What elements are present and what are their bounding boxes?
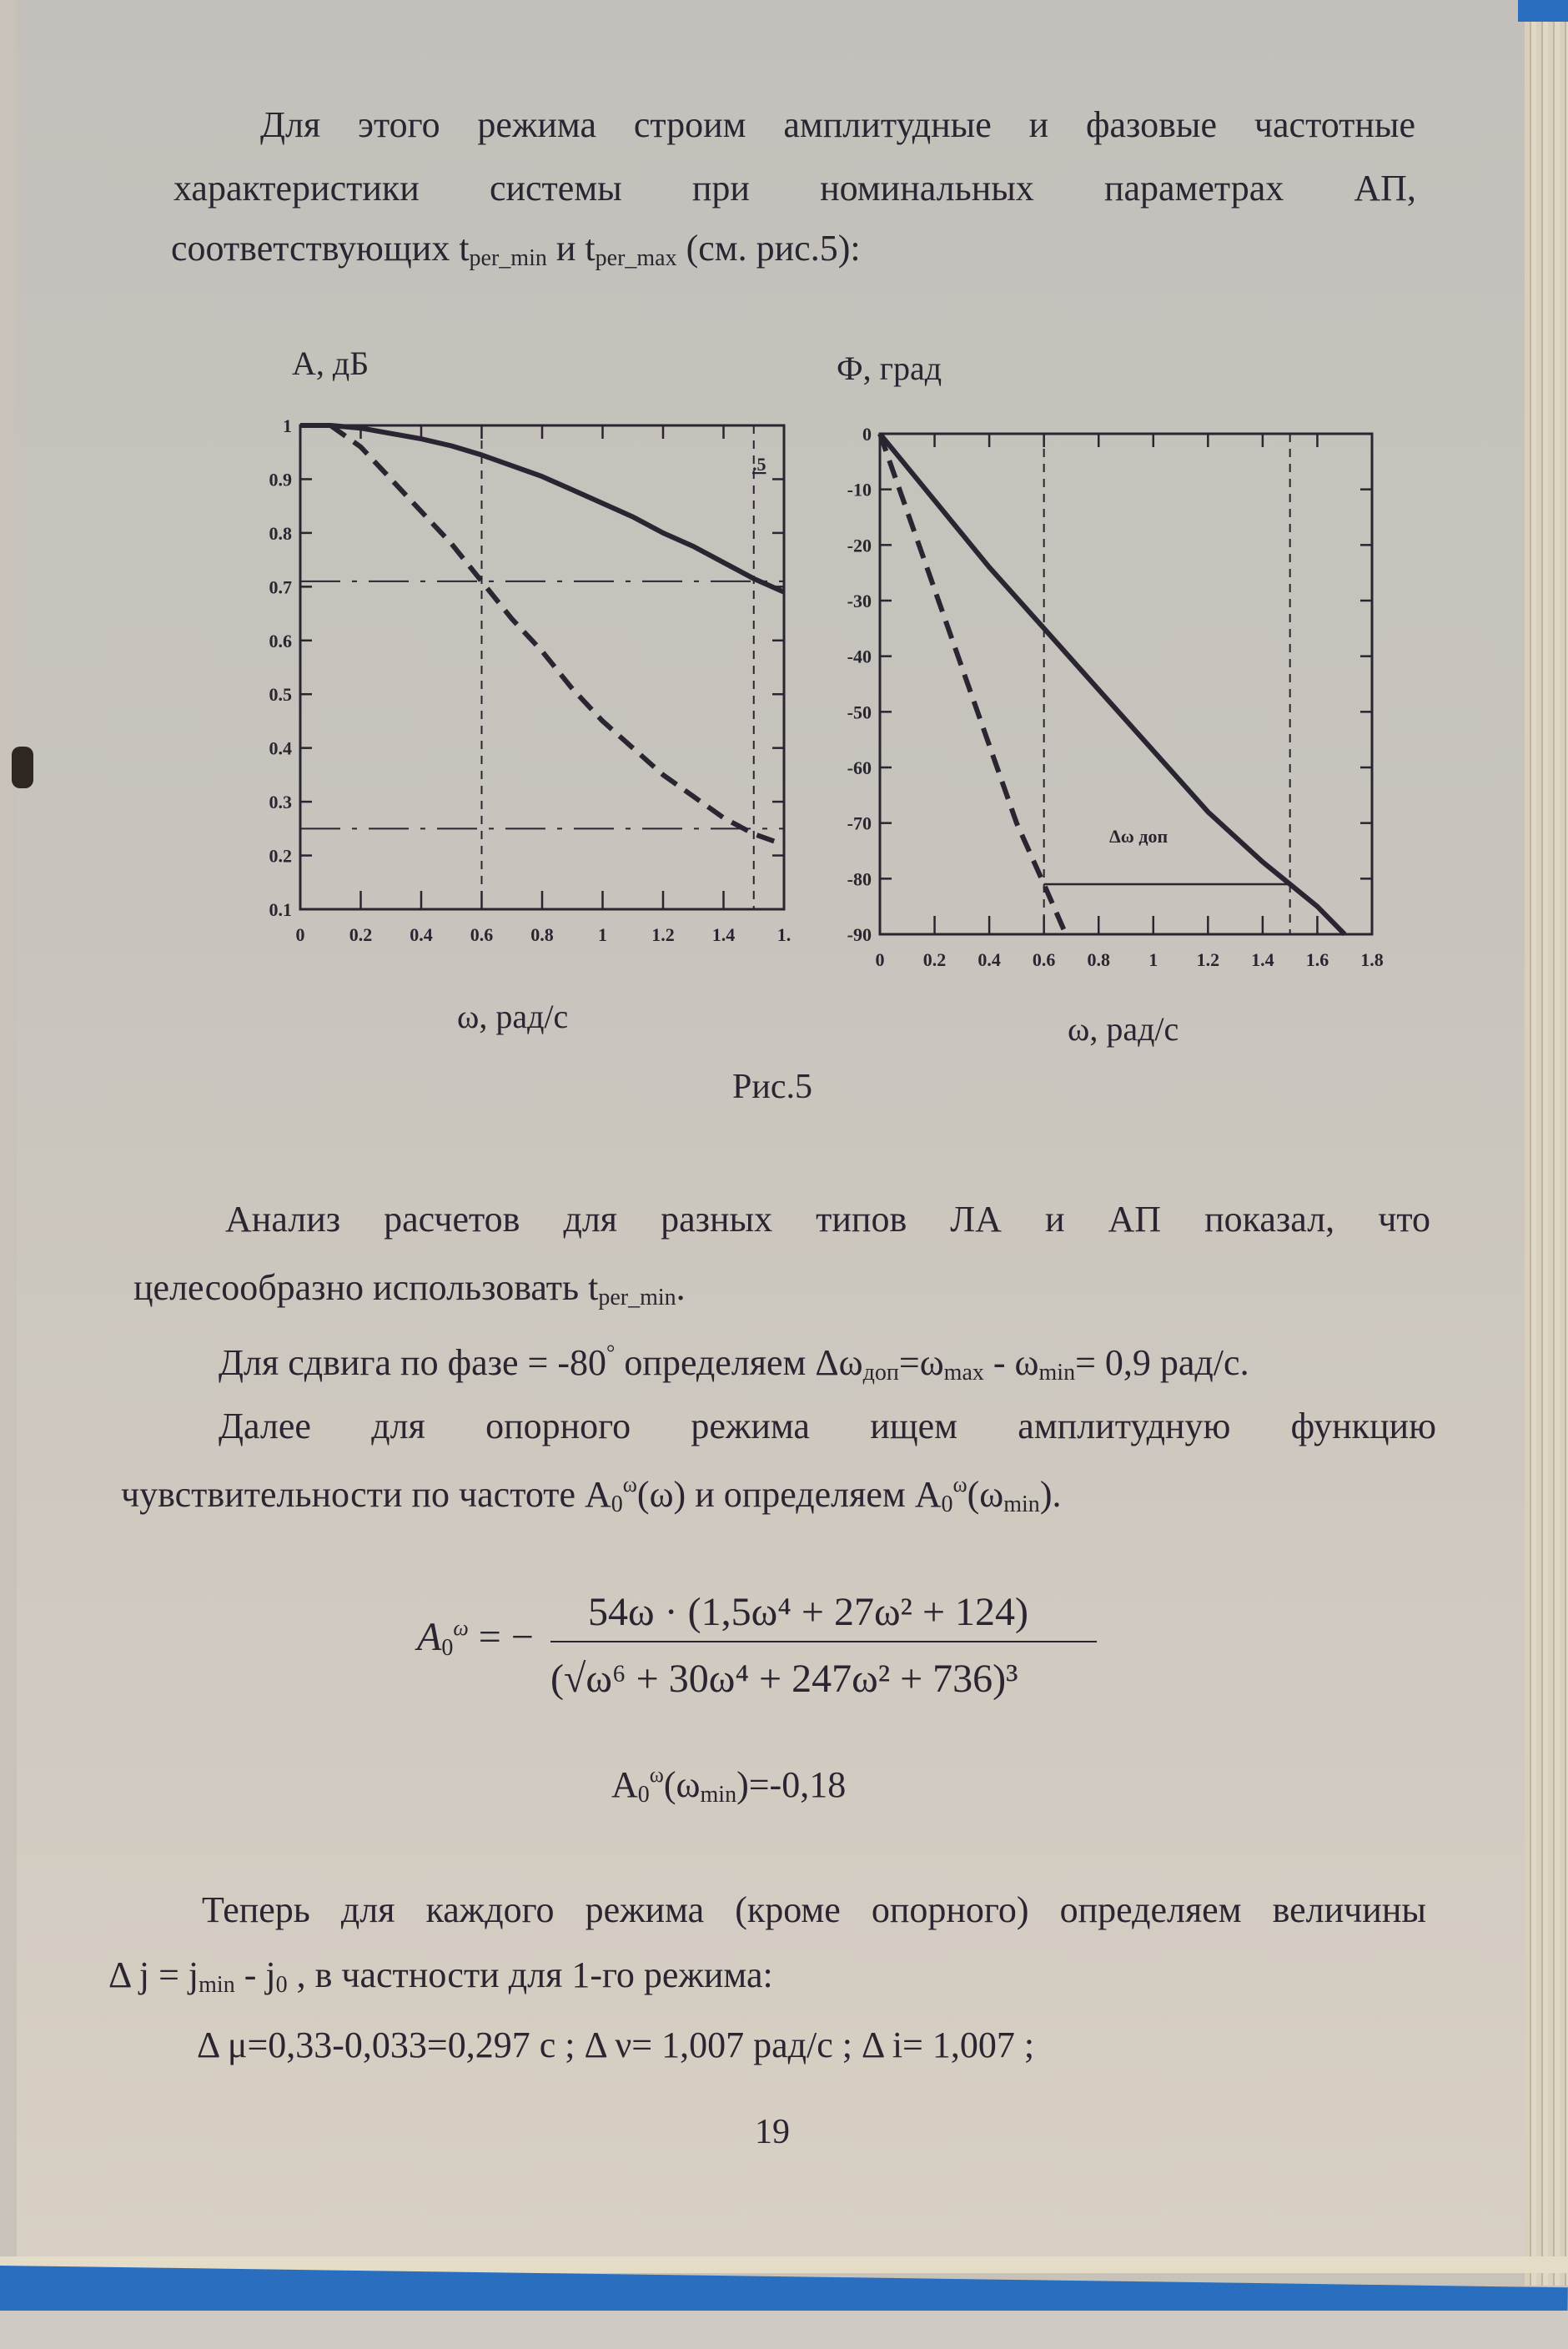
word: АП, — [1354, 168, 1416, 209]
subscript: per_min — [598, 1285, 676, 1310]
x-tick-label: 0 — [875, 949, 885, 970]
right-chart-ylabel: Ф, град — [837, 350, 942, 387]
y-tick-label: 0.2 — [269, 845, 292, 867]
result-value — [611, 1763, 847, 1808]
paragraph-5-line-1 — [202, 1889, 1426, 1930]
word: для — [371, 1406, 425, 1446]
subscript: min — [1038, 1360, 1076, 1386]
x-tick-label: 1.8 — [1360, 949, 1384, 970]
page-stack-edge — [1525, 0, 1568, 2286]
y-tick-label: -10 — [847, 479, 872, 500]
y-tick-label: -30 — [847, 591, 872, 611]
text-run: (ω — [663, 1764, 701, 1805]
paragraph-5-line-3: Δ μ=0,33-0,033=0,297 с ; Δ ν= 1,007 рад/с ; Δ i= 1,007 ; — [197, 2025, 1035, 2065]
word: АП — [1108, 1199, 1162, 1240]
word: характеристики — [173, 168, 420, 209]
paragraph-3 — [219, 1340, 1249, 1386]
superscript: ω — [453, 1616, 469, 1640]
figure-caption: Рис.5 — [732, 1068, 812, 1106]
y-tick-label: -40 — [847, 646, 872, 667]
text-run: (см. рис.5): — [676, 228, 861, 269]
subscript: max — [943, 1360, 984, 1386]
background-cloth — [0, 2311, 1568, 2349]
text-run: чувствительности по частоте A — [121, 1474, 611, 1515]
annotation-label: .5 — [752, 454, 766, 475]
y-tick-label: 0 — [862, 424, 872, 445]
word: фазовые — [1085, 104, 1218, 145]
text-run: определяем Δω — [615, 1342, 863, 1383]
paragraph-1-line-1 — [260, 104, 1415, 145]
word: амплитудную — [1018, 1406, 1231, 1446]
left-chart-ylabel: A, дБ — [292, 345, 369, 382]
phase-chart — [826, 417, 1401, 993]
text-run: )=-0,18 — [736, 1764, 847, 1805]
y-tick-label: 0.7 — [269, 576, 292, 598]
word: для — [563, 1199, 618, 1240]
word: амплитудные — [783, 104, 992, 145]
superscript: ω — [649, 1763, 664, 1787]
text-run: =ω — [898, 1342, 944, 1383]
y-tick-label: -60 — [847, 757, 872, 778]
y-tick-label: -70 — [847, 812, 872, 834]
text-run: , в частности для 1-го режима: — [287, 1954, 773, 1995]
degree-sign: ° — [606, 1340, 616, 1365]
word: опорного — [485, 1406, 631, 1446]
word: Анализ — [225, 1199, 341, 1240]
word: определяем — [1059, 1889, 1242, 1930]
word: системы — [489, 168, 622, 209]
right-chart-xlabel: ω, рад/с — [1068, 1010, 1179, 1048]
word: параметрах — [1103, 168, 1284, 209]
word: показал, — [1204, 1199, 1335, 1240]
x-tick-label: 1. — [776, 924, 792, 945]
x-tick-label: 0.6 — [470, 924, 494, 945]
amplitude-chart — [242, 409, 809, 976]
word: режима — [585, 1889, 705, 1930]
subscript: 0 — [637, 1782, 650, 1808]
x-tick-label: 0.8 — [1087, 949, 1110, 970]
y-tick-label: 0.5 — [269, 684, 292, 706]
x-tick-label: 0.6 — [1032, 949, 1056, 970]
x-tick-label: 1.6 — [1305, 949, 1329, 970]
subscript: min — [700, 1782, 737, 1808]
word: разных — [661, 1199, 773, 1240]
y-tick-label: 0.8 — [269, 522, 292, 544]
binder-clip — [12, 747, 33, 788]
text-run: и t — [546, 228, 596, 269]
text-run: Для сдвига по фазе = -80 — [219, 1342, 606, 1383]
paragraph-4-line-2 — [121, 1472, 1062, 1517]
word: ищем — [870, 1406, 958, 1446]
word: Теперь — [202, 1889, 310, 1930]
series-line-solid — [300, 425, 784, 592]
subscript: 0 — [611, 1491, 623, 1517]
word: при — [691, 168, 750, 209]
x-tick-label: 0.4 — [410, 924, 433, 945]
word: ЛА — [950, 1199, 1002, 1240]
word: этого — [358, 104, 440, 145]
plot-frame — [880, 434, 1372, 934]
plot-frame — [300, 425, 784, 909]
paragraph-4-line-1 — [219, 1408, 1436, 1445]
y-tick-label: 0.6 — [269, 630, 292, 651]
x-tick-label: 0 — [295, 924, 305, 945]
word: каждого — [425, 1889, 555, 1930]
series-line-solid — [880, 434, 1344, 934]
word: (кроме — [735, 1889, 841, 1930]
word: что — [1378, 1199, 1430, 1240]
y-tick-label: 0.4 — [269, 737, 292, 759]
word: режима — [691, 1406, 810, 1446]
word: расчетов — [384, 1199, 520, 1240]
subscript: доп — [862, 1360, 899, 1386]
x-tick-label: 1.4 — [1251, 949, 1274, 970]
x-tick-label: 0.2 — [922, 949, 947, 970]
x-tick-label: 1.2 — [651, 924, 675, 945]
paragraph-2-line-2 — [133, 1267, 686, 1310]
x-tick-label: 0.2 — [349, 924, 373, 945]
word: Далее — [219, 1406, 311, 1446]
y-tick-label: 0.1 — [269, 899, 292, 920]
word: функцию — [1290, 1406, 1436, 1446]
text-run: Δ j = j — [108, 1954, 199, 1995]
subscript: min — [199, 1972, 235, 1998]
delta-omega-label: Δω доп — [1109, 826, 1168, 847]
text-run: . — [676, 1267, 686, 1308]
x-tick-label: 0.4 — [977, 949, 1001, 970]
fraction-line — [550, 1641, 1097, 1642]
formula-lhs — [417, 1614, 534, 1660]
series-line-dashed — [330, 425, 784, 845]
y-tick-label: 0.9 — [269, 469, 292, 490]
x-tick-label: 1 — [1148, 949, 1158, 970]
x-tick-label: 1.2 — [1196, 949, 1220, 970]
paragraph-2-line-1 — [225, 1201, 1430, 1238]
word: частотные — [1254, 104, 1415, 145]
y-tick-label: -20 — [847, 535, 872, 556]
subscript: min — [1003, 1491, 1040, 1517]
word: и — [1044, 1199, 1065, 1240]
subscript: per_min — [469, 245, 547, 271]
word: и — [1028, 104, 1049, 145]
word: величины — [1272, 1889, 1426, 1930]
text-run: целесообразно использовать t — [133, 1267, 599, 1308]
paragraph-1-line-2 — [173, 170, 1416, 207]
superscript: ω — [622, 1472, 637, 1496]
formula-equals: = − — [478, 1615, 534, 1659]
word: для — [340, 1889, 395, 1930]
y-tick-label: 1 — [283, 415, 292, 436]
text-run: ). — [1039, 1474, 1062, 1515]
word: Для — [260, 104, 321, 145]
subscript: 0 — [441, 1635, 454, 1661]
text-run: A — [611, 1764, 638, 1805]
subscript: 0 — [275, 1972, 288, 1998]
word: типов — [816, 1199, 907, 1240]
x-tick-label: 1.4 — [711, 924, 736, 945]
word: номинальных — [820, 168, 1034, 209]
cover-corner — [1518, 0, 1568, 22]
text-run: = 0,9 рад/с. — [1075, 1342, 1249, 1383]
formula-denominator: (√ω⁶ + 30ω⁴ + 247ω² + 736)³ — [550, 1657, 1018, 1701]
formula-symbol: A — [417, 1615, 442, 1659]
word: опорного) — [871, 1889, 1029, 1930]
text-run: (ω) и определяем A — [636, 1474, 942, 1515]
text-run: соответствующих t — [171, 228, 470, 269]
paragraph-1-line-3 — [171, 228, 861, 271]
y-tick-label: -80 — [847, 868, 872, 890]
series-line-dashed — [880, 434, 1066, 934]
text-run: (ω — [967, 1474, 1004, 1515]
text-run: - j — [234, 1954, 276, 1995]
y-tick-label: -90 — [847, 924, 872, 945]
superscript: ω — [952, 1472, 967, 1496]
word: режима — [477, 104, 596, 145]
text-run: - ω — [983, 1342, 1039, 1383]
x-tick-label: 1 — [598, 924, 607, 945]
formula-numerator: 54ω · (1,5ω⁴ + 27ω² + 124) — [588, 1590, 1028, 1634]
left-chart-xlabel: ω, рад/с — [457, 998, 569, 1035]
y-tick-label: -50 — [847, 702, 872, 723]
word: строим — [633, 104, 746, 145]
subscript: 0 — [941, 1491, 953, 1517]
paragraph-5-line-2 — [108, 1954, 773, 1998]
subscript: per_max — [595, 245, 677, 271]
x-tick-label: 0.8 — [530, 924, 554, 945]
y-tick-label: 0.3 — [269, 792, 292, 813]
page-number: 19 — [755, 2113, 790, 2151]
